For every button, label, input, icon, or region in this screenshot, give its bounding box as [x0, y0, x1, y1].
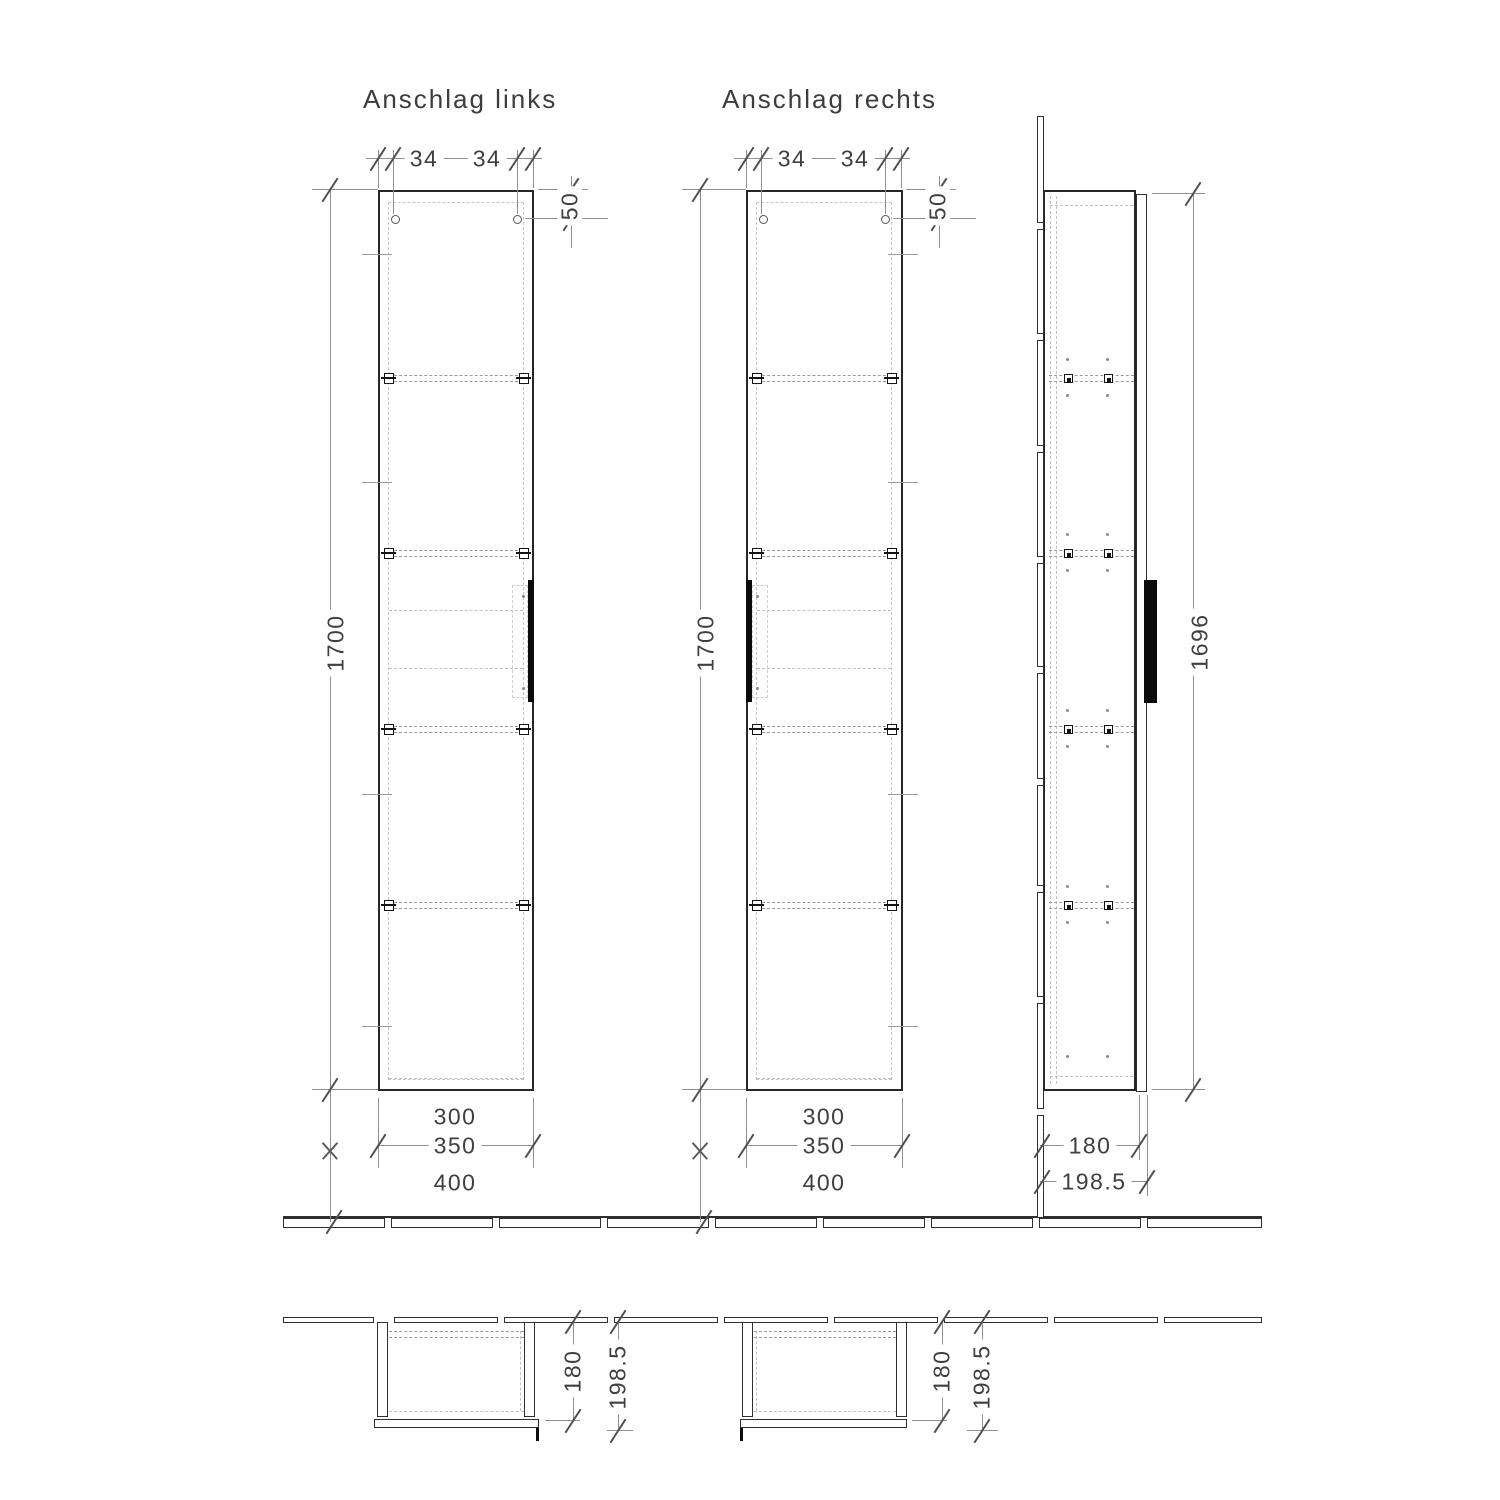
hidden-line: [754, 1411, 896, 1412]
hidden-line: [1050, 205, 1133, 206]
shelf-bracket-icon: [384, 548, 394, 559]
dim-front-left-hole-offset-top: 50: [557, 187, 582, 226]
hinge-mark: [362, 254, 392, 255]
hinge-mark: [888, 482, 918, 483]
shelf-hidden-line: [389, 1331, 524, 1338]
shelf-pin-icon: [1064, 374, 1073, 383]
hinge-mark: [362, 482, 392, 483]
plan-left-side-panel-left: [377, 1322, 388, 1417]
dim-plan-left-depth-total: 198.5: [605, 1339, 630, 1414]
hidden-line: [1050, 196, 1051, 1084]
drill-dot-icon: [1066, 921, 1069, 924]
front-left-handle-backplate: [512, 585, 528, 698]
x-marker-icon: [319, 1140, 341, 1162]
front-left-door-handle: [528, 580, 534, 702]
dim-front-right-width-carcass: 350: [798, 1133, 851, 1158]
plan-right-side-panel-left: [742, 1322, 753, 1417]
floor-segment: [283, 1317, 374, 1323]
shelf-bracket-icon: [519, 900, 529, 911]
hidden-line: [389, 610, 523, 611]
dim-front-left-width-inner: 300: [429, 1104, 482, 1129]
side-view-door-handle: [1144, 580, 1157, 703]
shelf-pin-icon: [1064, 725, 1073, 734]
drill-dot-icon: [1066, 885, 1069, 888]
dimension-line: [700, 190, 701, 1222]
shelf-hidden-line: [1049, 375, 1134, 382]
drill-dot-icon: [1066, 1055, 1069, 1058]
shelf-hidden-line: [389, 902, 523, 909]
wall-segment: [1037, 892, 1044, 997]
dim-plan-left-depth-carcass: 180: [560, 1345, 585, 1398]
shelf-pin-icon: [1064, 549, 1073, 558]
plan-left-side-panel-right: [524, 1322, 535, 1417]
front-right-door-handle: [746, 580, 752, 702]
drill-dot-icon: [1066, 709, 1069, 712]
drill-dot-icon: [1066, 745, 1069, 748]
floor-segment: [1054, 1317, 1158, 1323]
dim-front-right-width-total: 400: [798, 1170, 851, 1195]
plan-left-door: [374, 1419, 539, 1428]
dim-side-depth-total: 198.5: [1056, 1169, 1131, 1194]
floor-segment: [504, 1317, 608, 1323]
shelf-hidden-line: [757, 550, 891, 557]
shelf-bracket-icon: [887, 373, 897, 384]
shelf-hidden-line: [1049, 902, 1134, 909]
drill-dot-icon: [522, 687, 525, 690]
plan-right-handle: [740, 1428, 743, 1441]
shelf-bracket-icon: [752, 548, 762, 559]
dim-front-left-hole-offset-right: 34: [468, 146, 507, 171]
dim-front-right-hole-offset-right: 34: [836, 146, 875, 171]
shelf-bracket-icon: [887, 900, 897, 911]
dimension-line: [746, 1098, 747, 1168]
front-right-door-hidden-outline: [756, 202, 892, 1080]
plan-right-side-panel-right: [896, 1322, 907, 1417]
drill-dot-icon: [1106, 745, 1109, 748]
drill-dot-icon: [1106, 394, 1109, 397]
view-title-right-hinge: Anschlag rechts: [722, 84, 937, 114]
floor-segment: [1164, 1317, 1262, 1323]
hinge-mark: [362, 794, 392, 795]
hidden-line: [1056, 196, 1057, 1084]
shelf-bracket-icon: [887, 724, 897, 735]
front-left-door-hidden-outline: [388, 202, 524, 1080]
drill-dot-icon: [1106, 709, 1109, 712]
hidden-line: [389, 1411, 524, 1412]
floor-segment: [499, 1218, 601, 1228]
dimension-line: [902, 1098, 903, 1168]
shelf-hidden-line: [389, 550, 523, 557]
dim-front-left-width-total: 400: [429, 1170, 482, 1195]
dim-front-right-hole-offset-left: 34: [773, 146, 812, 171]
dimension-line: [1139, 1095, 1140, 1160]
plan-right-door: [740, 1419, 907, 1428]
floor-segment: [715, 1218, 817, 1228]
hinge-mark: [888, 254, 918, 255]
shelf-pin-icon: [1104, 901, 1113, 910]
floor-segment: [834, 1317, 938, 1323]
dim-front-right-height: 1700: [693, 609, 718, 676]
shelf-hidden-line: [389, 375, 523, 382]
wall-segment: [1037, 452, 1044, 557]
dimension-line: [682, 189, 746, 190]
wall-segment: [1037, 116, 1044, 223]
hidden-line: [1050, 1076, 1133, 1077]
floor-segment: [931, 1218, 1033, 1228]
shelf-bracket-icon: [384, 900, 394, 911]
floor-segment: [1039, 1218, 1141, 1228]
dimension-line: [312, 189, 378, 190]
floor-segment: [823, 1218, 925, 1228]
shelf-hidden-line: [757, 726, 891, 733]
drill-dot-icon: [1106, 569, 1109, 572]
floor-segment: [391, 1218, 493, 1228]
floor-segment: [394, 1317, 498, 1323]
dim-front-left-height: 1700: [323, 609, 348, 676]
shelf-pin-icon: [1104, 549, 1113, 558]
floor-segment: [944, 1317, 1048, 1323]
x-marker-icon: [689, 1140, 711, 1162]
drill-dot-icon: [1106, 533, 1109, 536]
dimension-line: [312, 1089, 378, 1090]
dimension-line: [682, 1089, 746, 1090]
hinge-mark: [888, 794, 918, 795]
shelf-bracket-icon: [752, 900, 762, 911]
shelf-bracket-icon: [519, 724, 529, 735]
mount-hole-icon: [881, 215, 890, 224]
wall-segment: [1037, 1115, 1044, 1218]
dimension-line: [378, 1098, 379, 1168]
wall-segment: [1037, 340, 1044, 446]
dimension-line: [607, 1430, 633, 1431]
hidden-line: [757, 610, 891, 611]
shelf-hidden-line: [389, 726, 523, 733]
dimension-line: [330, 190, 331, 1222]
floor-segment: [607, 1218, 709, 1228]
drill-dot-icon: [1106, 885, 1109, 888]
hidden-line: [520, 1331, 521, 1411]
hidden-line: [389, 1078, 523, 1079]
dimension-line: [1152, 193, 1205, 194]
dim-plan-right-depth-carcass: 180: [929, 1345, 954, 1398]
shelf-hidden-line: [757, 902, 891, 909]
hidden-line: [757, 1078, 891, 1079]
drill-dot-icon: [1066, 533, 1069, 536]
mount-hole-icon: [513, 215, 522, 224]
hidden-line: [757, 668, 891, 669]
hinge-mark: [888, 1026, 918, 1027]
shelf-pin-icon: [1064, 901, 1073, 910]
wall-segment: [1037, 1003, 1044, 1109]
drill-dot-icon: [1106, 1055, 1109, 1058]
drill-dot-icon: [522, 595, 525, 598]
dim-front-left-width-carcass: 350: [429, 1133, 482, 1158]
dim-front-right-hole-offset-top: 50: [925, 187, 950, 226]
wall-segment: [1037, 563, 1044, 667]
dimension-line: [533, 1098, 534, 1168]
floor-segment: [1147, 1218, 1262, 1228]
drill-dot-icon: [1106, 358, 1109, 361]
wall-segment: [1037, 785, 1044, 886]
dim-plan-right-depth-total: 198.5: [969, 1339, 994, 1414]
drill-dot-icon: [1066, 569, 1069, 572]
dim-side-depth-carcass: 180: [1064, 1133, 1117, 1158]
shelf-hidden-line: [1049, 726, 1134, 733]
drill-dot-icon: [756, 595, 759, 598]
wall-segment: [1037, 673, 1044, 779]
shelf-bracket-icon: [384, 373, 394, 384]
drill-dot-icon: [756, 687, 759, 690]
hidden-line: [389, 668, 523, 669]
dimension-line: [545, 1420, 580, 1421]
hidden-line: [756, 1331, 757, 1411]
shelf-pin-icon: [1104, 725, 1113, 734]
drill-dot-icon: [1066, 358, 1069, 361]
drill-dot-icon: [1106, 921, 1109, 924]
plan-left-handle: [536, 1428, 539, 1441]
hinge-mark: [362, 1026, 392, 1027]
shelf-hidden-line: [754, 1331, 896, 1338]
floor-segment: [614, 1317, 718, 1323]
shelf-hidden-line: [1049, 550, 1134, 557]
front-right-handle-backplate: [752, 585, 768, 698]
shelf-bracket-icon: [752, 373, 762, 384]
shelf-bracket-icon: [887, 548, 897, 559]
shelf-bracket-icon: [519, 548, 529, 559]
dim-side-height: 1696: [1187, 608, 1212, 675]
dimension-line: [1152, 1089, 1205, 1090]
shelf-bracket-icon: [519, 373, 529, 384]
view-title-left-hinge: Anschlag links: [363, 84, 558, 114]
drill-dot-icon: [1066, 394, 1069, 397]
shelf-bracket-icon: [752, 724, 762, 735]
shelf-hidden-line: [757, 375, 891, 382]
mount-hole-icon: [391, 215, 400, 224]
floor-segment: [724, 1317, 828, 1323]
dim-front-right-width-inner: 300: [798, 1104, 851, 1129]
shelf-bracket-icon: [384, 724, 394, 735]
shelf-pin-icon: [1104, 374, 1113, 383]
mount-hole-icon: [759, 215, 768, 224]
dim-front-left-hole-offset-left: 34: [405, 146, 444, 171]
wall-segment: [1037, 229, 1044, 334]
